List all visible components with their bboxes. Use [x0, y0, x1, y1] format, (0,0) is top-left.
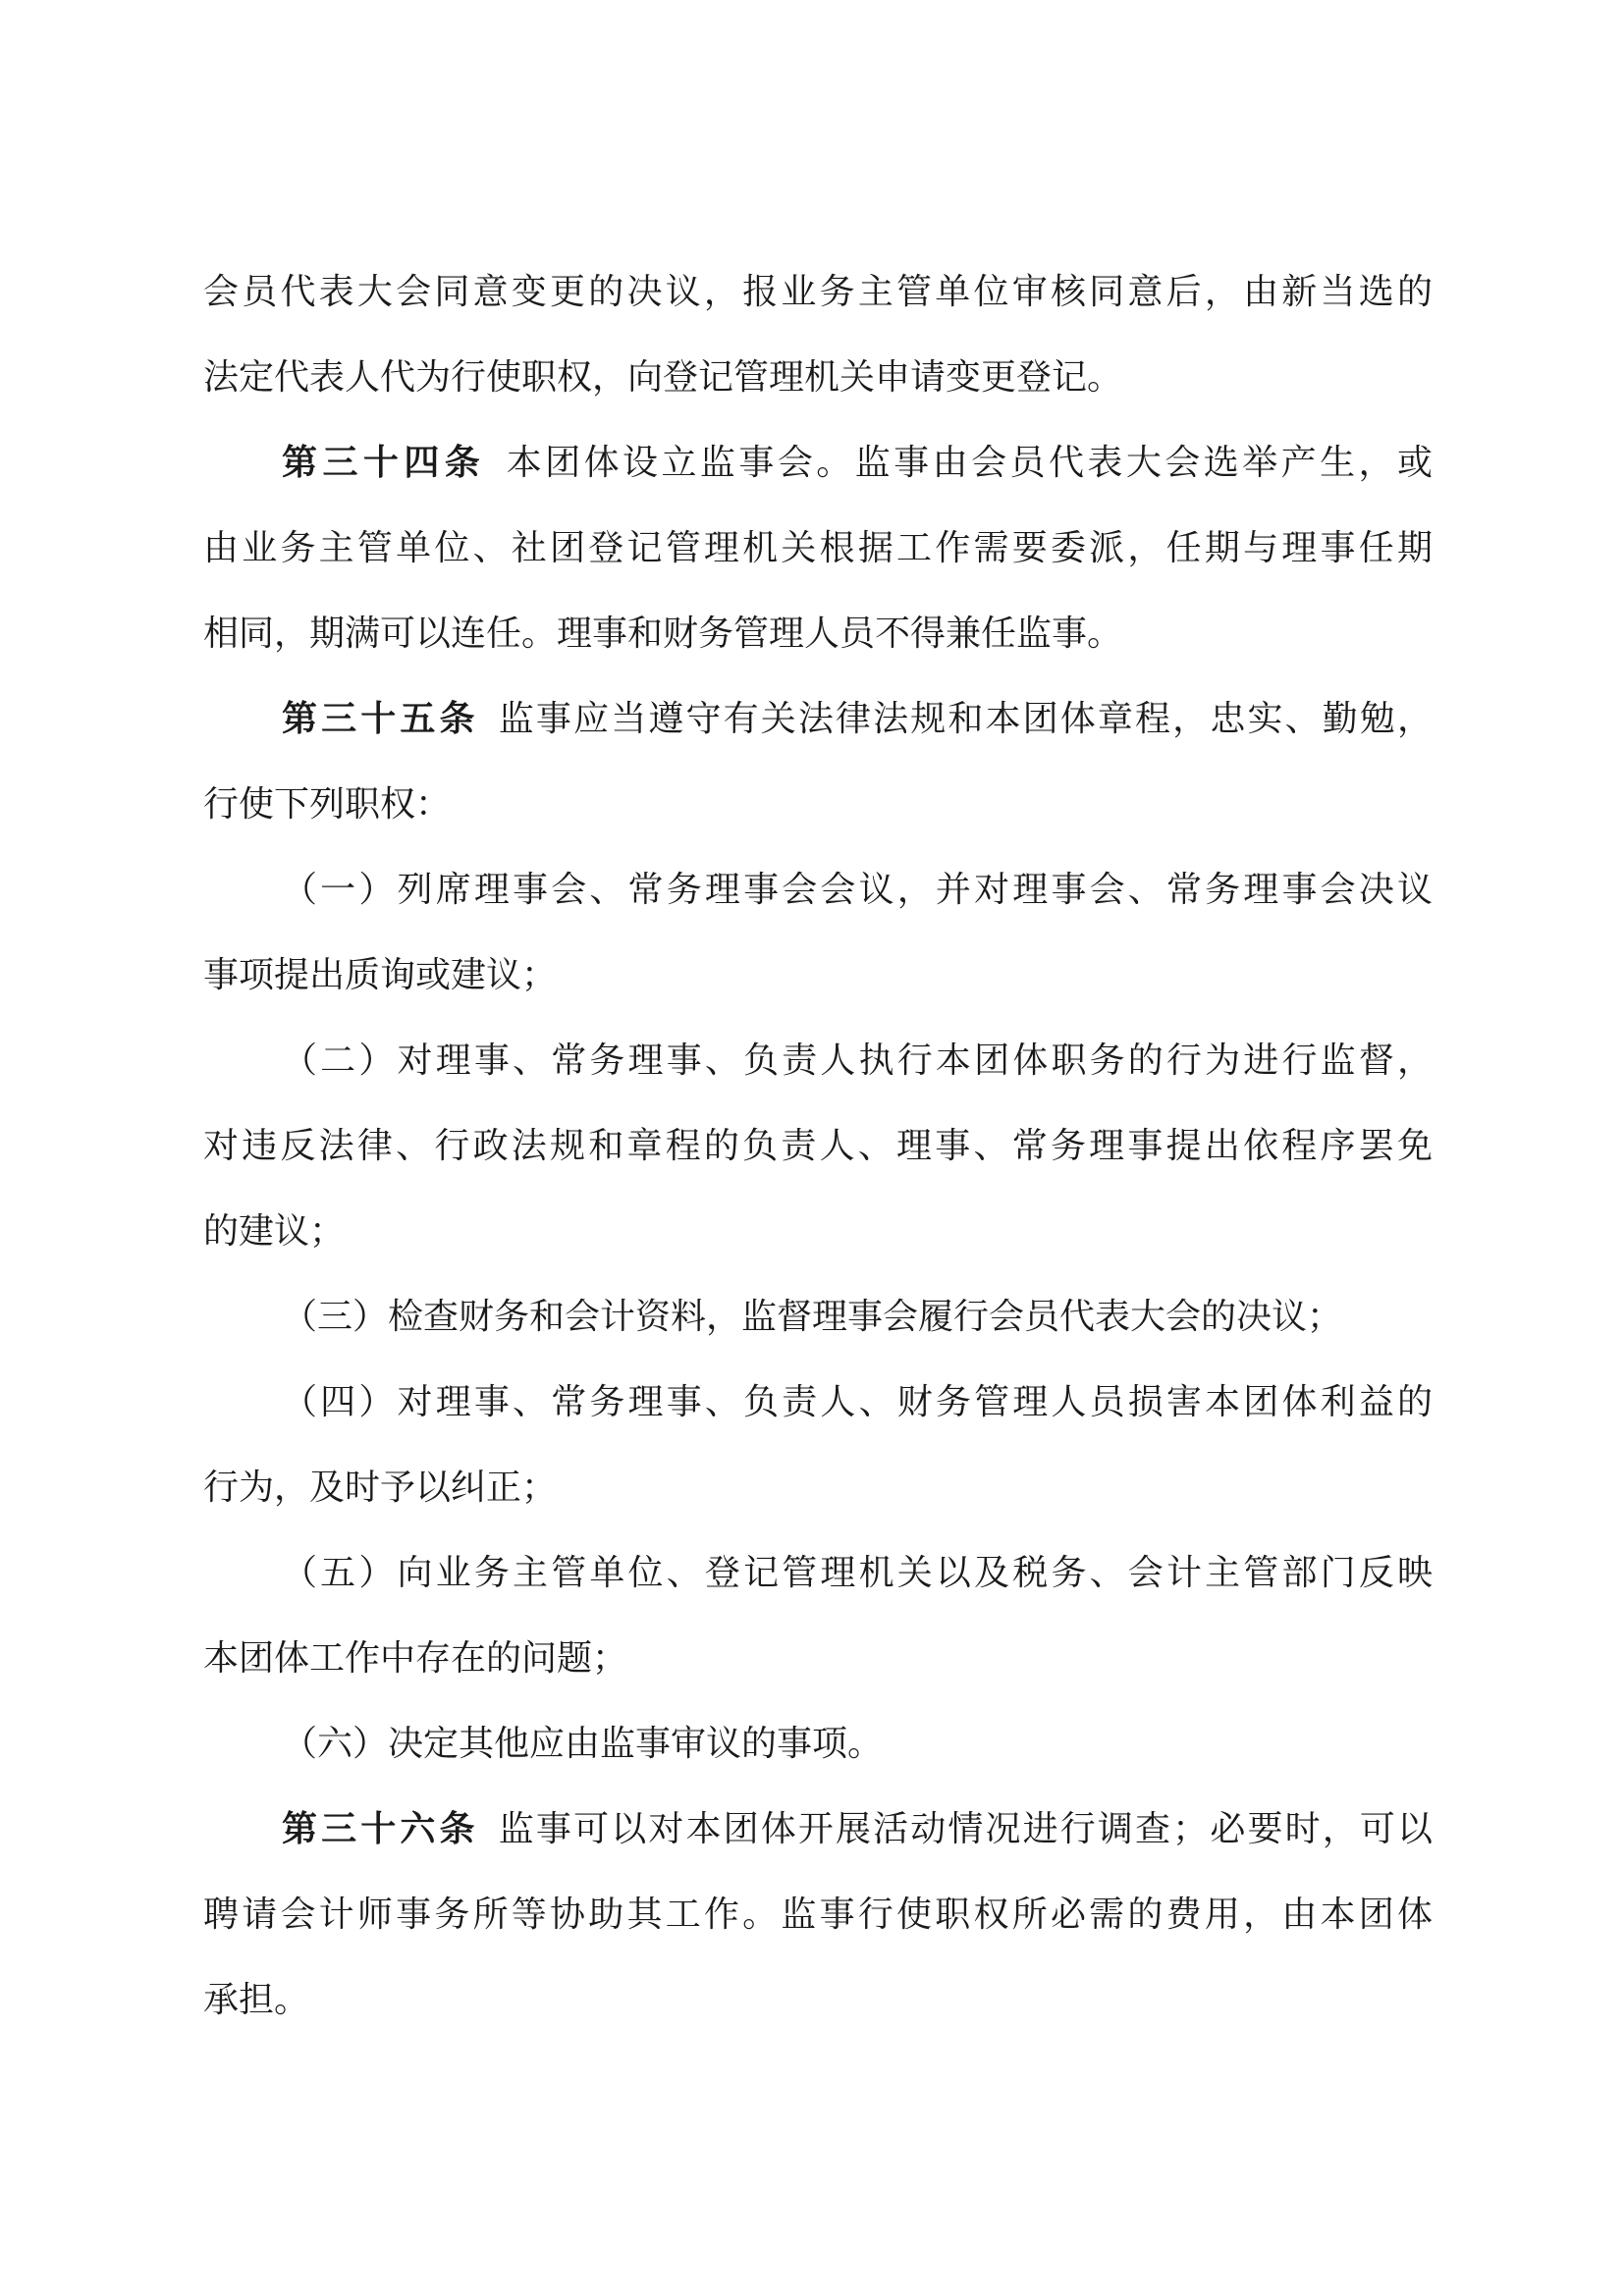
paragraph-line: 行为，及时予以纠正； [203, 1468, 558, 1508]
paragraph-line: 对违反法律、行政法规和章程的负责人、理事、常务理事提出依程序罢免 [203, 1126, 1433, 1166]
paragraph-line: 本团体工作中存在的问题； [203, 1638, 628, 1679]
paragraph-line: 事项提出质询或建议； [203, 955, 558, 995]
article-label: 第三十五条 [282, 699, 479, 739]
list-item-line: （四）对理事、常务理事、负责人、财务管理人员损害本团体利益的 [282, 1382, 1433, 1422]
paragraph-line: 由业务主管单位、社团登记管理机关根据工作需要委派，任期与理事任期 [203, 528, 1433, 568]
paragraph-line: 承担。 [203, 1980, 310, 2020]
paragraph-line: 法定代表人代为行使职权，向登记管理机关申请变更登记。 [203, 357, 1123, 398]
paragraph-line: 行使下列职权： [203, 784, 452, 825]
paragraph-line: 的建议； [203, 1211, 346, 1252]
article-label: 第三十四条 [282, 443, 486, 483]
list-item-line: （五）向业务主管单位、登记管理机关以及税务、会计主管部门反映 [282, 1553, 1433, 1593]
article-34-line [203, 420, 1433, 506]
article-label: 第三十六条 [282, 1809, 479, 1849]
paragraph-line: 相同，期满可以连任。理事和财务管理人员不得兼任监事。 [203, 614, 1123, 654]
list-item-line: （六）决定其他应由监事审议的事项。 [282, 1724, 884, 1764]
article-35-line [203, 676, 1433, 762]
article-36-line [203, 1787, 1433, 1872]
list-item-line: （二）对理事、常务理事、负责人执行本团体职务的行为进行监督， [282, 1041, 1433, 1081]
paragraph-line: 聘请会计师事务所等协助其工作。监事行使职权所必需的费用，由本团体 [203, 1895, 1433, 1935]
paragraph-line: 会员代表大会同意变更的决议，报业务主管单位审核同意后，由新当选的 [203, 272, 1433, 312]
article-text: 本团体设立监事会。监事由会员代表大会选举产生，或 [503, 443, 1433, 483]
list-item-line: （三）检查财务和会计资料，监督理事会履行会员代表大会的决议； [282, 1297, 1343, 1337]
list-item-line: （一）列席理事会、常务理事会会议，并对理事会、常务理事会决议 [282, 870, 1433, 910]
document-body [203, 249, 1433, 2043]
article-text: 监事可以对本团体开展活动情况进行调查；必要时，可以 [496, 1809, 1433, 1849]
article-text: 监事应当遵守有关法律法规和本团体章程，忠实、勤勉， [496, 699, 1433, 739]
